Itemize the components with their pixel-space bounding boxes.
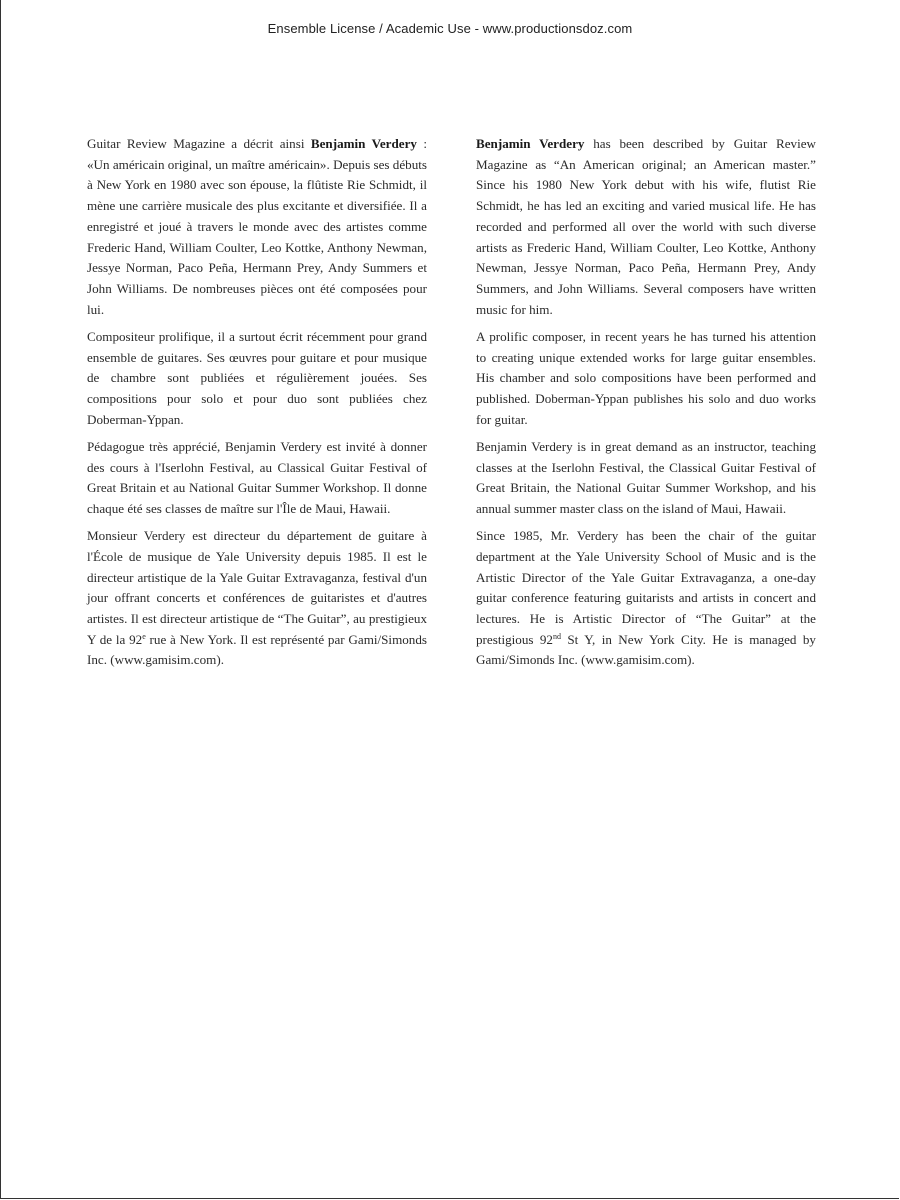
english-paragraph-3: Benjamin Verdery is in great demand as an instructor, teaching classes at the Iserlohn Festival, the Classical Guitar Festival of Great Britain, the National Guitar Summer Workshop, and his annual summer master class on the island of Maui, Hawaii.	[476, 438, 816, 516]
french-p4-text: Monsieur Verdery est directeur du département de guitare à l'École de musique de Yale University depuis 1985. Il est le directeur artistique de la Yale Guitar Extravaganza, festival d'un jour offrant concerts et conférences de guitaristes et d'autres artistes. Il est directeur artistique de “The Guitar”, au prestigieux Y de la 92	[87, 528, 427, 647]
english-paragraph-4	[476, 526, 816, 671]
english-paragraph-2: A prolific composer, in recent years he has turned his attention to creating unique extended works for large guitar ensembles. His chamber and solo compositions have been performed and published. Doberman-Yppan publishes his solo and duo works for guitar.	[476, 328, 816, 427]
french-paragraph-2: Compositeur prolifique, il a surtout écrit récemment pour grand ensemble de guitares. Ses œuvres pour guitare et pour musique de chambre sont publiées et régulièrement jouées. Ses compositions pour solo et pour duo sont publiées chez Doberman-Yppan.	[87, 328, 427, 427]
french-p1-intro: Guitar Review Magazine a décrit ainsi	[87, 136, 311, 151]
french-paragraph-1	[87, 134, 427, 320]
english-biography-column	[476, 134, 816, 678]
english-p1-body: has been described by Guitar Review Magazine as “An American original; an American master.” Since his 1980 New York debut with his wife, flutist Rie Schmidt, he has led an exciting and varied musical life. He has recorded and performed all over the world with such diverse artists as Frederic Hand, William Coulter, Leo Kottke, Anthony Newman, Jessye Norman, Paco Peña, Hermann Prey, Andy Summers, and John Williams. Several composers have written music for him.	[476, 136, 816, 317]
french-biography-column	[87, 134, 427, 678]
english-p1-name: Benjamin Verdery	[476, 136, 585, 151]
english-paragraph-1	[476, 134, 816, 320]
english-p4-superscript: nd	[552, 631, 561, 641]
english-p4-text: Since 1985, Mr. Verdery has been the chair of the guitar department at the Yale University School of Music and is the Artistic Director of the Yale Guitar Extravaganza, a one-day guitar conference featuring guitarists and artists in concert and lectures. He is Artistic Director of “The Guitar” at the prestigious 92	[476, 528, 816, 647]
french-p1-body: : «Un américain original, un maître américain». Depuis ses débuts à New York en 1980 avec son épouse, la flûtiste Rie Schmidt, il mène une carrière musicale des plus excitante et diversifiée. Il a enregistré et joué à travers le monde avec des artistes comme Frederic Hand, William Coulter, Leo Kottke, Anthony Newman, Jessye Norman, Paco Peña, Hermann Prey, Andy Summers et John Williams. De nombreuses pièces ont été composées pour lui.	[87, 136, 427, 317]
english-p4-end: St Y, in New York City. He is managed by Gami/Simonds Inc. (www.gamisim.com).	[476, 631, 816, 668]
french-p4-end: rue à New York. Il est représenté par Gami/Simonds Inc. (www.gamisim.com).	[87, 631, 427, 668]
french-paragraph-4	[87, 526, 427, 671]
french-p1-name: Benjamin Verdery	[310, 136, 417, 151]
license-header: Ensemble License / Academic Use - www.productionsdoz.com	[267, 21, 633, 36]
french-p4-superscript: e	[142, 631, 146, 641]
french-paragraph-3: Pédagogue très apprécié, Benjamin Verdery est invité à donner des cours à l'Iserlohn Festival, au Classical Guitar Festival of Great Britain et au National Guitar Summer Workshop. Il donne chaque été ses classes de maître sur l'Île de Maui, Hawaii.	[87, 438, 427, 516]
